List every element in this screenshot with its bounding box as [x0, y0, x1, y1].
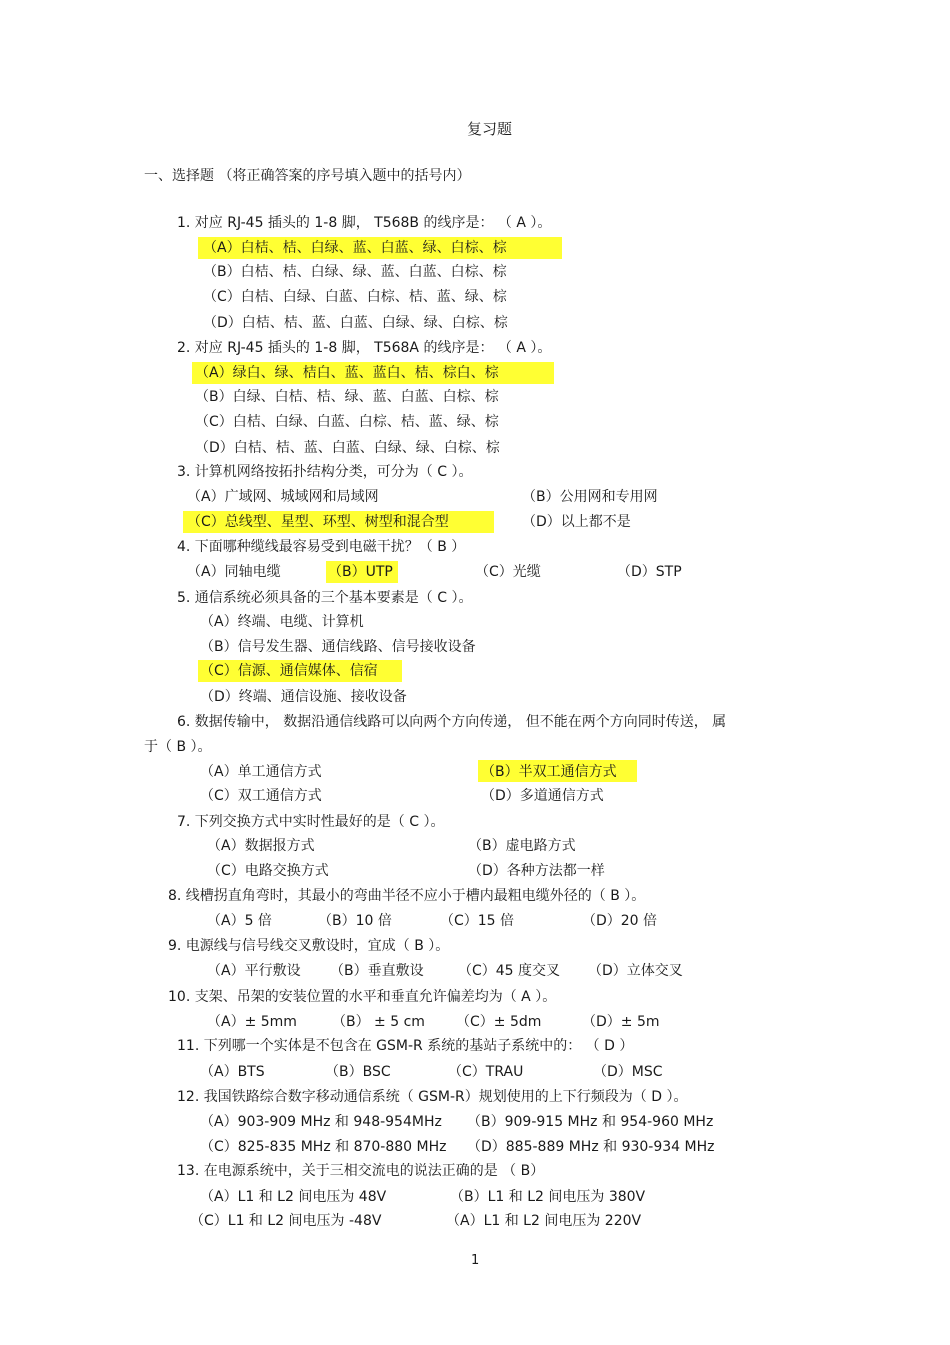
- question-13-option-a: （A）L1 和 L2 间电压为 48V: [200, 1189, 387, 1205]
- question-7-option-c: （C）电路交换方式: [207, 863, 329, 879]
- question-1-option-c: （C）白桔、白绿、白蓝、白棕、桔、蓝、绿、棕: [203, 289, 507, 305]
- question-12-option-d: （D）885-889 MHz 和 930-934 MHz: [467, 1139, 715, 1155]
- question-4-option-a: （A）同轴电缆: [187, 564, 281, 580]
- question-8-option-a: （A）5 倍: [207, 913, 272, 929]
- question-1-option-b: （B）白桔、桔、白绿、绿、蓝、白蓝、白棕、棕: [203, 264, 507, 280]
- question-13-option-c: （C）L1 和 L2 间电压为 -48V: [190, 1213, 382, 1229]
- question-11-stem: 11. 下列哪一个实体是不包含在 GSM-R 系统的基站子系统中的： （ D ）: [177, 1038, 634, 1054]
- question-5-option-d: （D）终端、通信设施、接收设备: [200, 689, 407, 705]
- question-3-option-c: （C）总线型、星型、环型、树型和混合型: [187, 514, 449, 530]
- question-6-option-d: （D）多道通信方式: [481, 788, 604, 804]
- question-2-option-d: （D）白桔、桔、蓝、白蓝、白绿、绿、白棕、棕: [195, 440, 500, 456]
- question-5-option-a: （A）终端、电缆、计算机: [200, 614, 364, 630]
- question-10-option-b: （B） ± 5 cm: [332, 1014, 425, 1030]
- question-10-option-a: （A）± 5mm: [207, 1014, 297, 1030]
- question-13-option-b: （B）L1 和 L2 间电压为 380V: [450, 1189, 646, 1205]
- question-2-option-a: （A）绿白、绿、桔白、蓝、蓝白、桔、棕白、棕: [195, 365, 499, 381]
- question-5-option-c: （C）信源、通信媒体、信宿: [200, 663, 378, 679]
- question-12-stem: 12. 我国铁路综合数字移动通信系统（ GSM-R）规划使用的上下行频段为（ D ）。: [177, 1089, 688, 1105]
- question-11-option-b: （B）BSC: [325, 1064, 391, 1080]
- question-2-stem: 2. 对应 RJ-45 插头的 1-8 脚， T568A 的线序是： （ A ）。: [177, 340, 552, 356]
- question-2-option-c: （C）白桔、白绿、白蓝、白棕、桔、蓝、绿、棕: [195, 414, 499, 430]
- question-8-stem: 8. 线槽拐直角弯时，其最小的弯曲半径不应小于槽内最粗电缆外径的（ B ）。: [168, 888, 646, 904]
- question-10-stem: 10. 支架、吊架的安装位置的水平和垂直允许偏差均为（ A ）。: [168, 989, 557, 1005]
- question-4-stem: 4. 下面哪种缆线最容易受到电磁干扰？（ B ）: [177, 539, 466, 555]
- question-1-option-a: （A）白桔、桔、白绿、蓝、白蓝、绿、白棕、棕: [203, 240, 507, 256]
- question-8-option-b: （B）10 倍: [318, 913, 392, 929]
- question-3-stem: 3. 计算机网络按拓扑结构分类，可分为（ C ）。: [177, 464, 473, 480]
- question-3-option-d: （D）以上都不是: [522, 514, 631, 530]
- question-11-option-c: （C）TRAU: [448, 1064, 524, 1080]
- question-2-option-b: （B）白绿、白桔、桔、绿、蓝、白蓝、白棕、棕: [195, 389, 499, 405]
- question-6-option-c: （C）双工通信方式: [200, 788, 322, 804]
- question-9-stem: 9. 电源线与信号线交叉敷设时，宜成（ B ）。: [168, 938, 450, 954]
- question-12-option-c: （C）825-835 MHz 和 870-880 MHz: [200, 1139, 447, 1155]
- question-13-stem: 13. 在电源系统中，关于三相交流电的说法正确的是 （ B）: [177, 1163, 545, 1179]
- question-7-option-a: （A）数据报方式: [207, 838, 315, 854]
- question-1-stem: 1. 对应 RJ-45 插头的 1-8 脚， T568B 的线序是： （ A ）。: [177, 215, 552, 231]
- question-9-option-a: （A）平行敷设: [207, 963, 301, 979]
- question-6-option-b: （B）半双工通信方式: [481, 764, 617, 780]
- page-number: 1: [471, 1253, 480, 1268]
- question-13-option-d: （A）L1 和 L2 间电压为 220V: [446, 1213, 642, 1229]
- question-1-option-d: （D）白桔、桔、蓝、白蓝、白绿、绿、白棕、棕: [203, 315, 508, 331]
- question-7-stem: 7. 下列交换方式中实时性最好的是（ C ）。: [177, 814, 445, 830]
- question-5-stem: 5. 通信系统必须具备的三个基本要素是（ C ）。: [177, 590, 473, 606]
- question-7-option-d: （D）各种方法都一样: [468, 863, 605, 879]
- question-5-option-b: （B）信号发生器、通信线路、信号接收设备: [200, 639, 476, 655]
- question-12-option-a: （A）903-909 MHz 和 948-954MHz: [200, 1114, 442, 1130]
- question-6-stem-line-2: 于（ B ）。: [144, 739, 212, 755]
- question-10-option-d: （D）± 5m: [582, 1014, 660, 1030]
- page-title: 复习题: [467, 120, 513, 138]
- section-heading: 一、选择题 （将正确答案的序号填入题中的括号内）: [144, 168, 471, 184]
- question-9-option-d: （D）立体交叉: [588, 963, 683, 979]
- question-11-option-a: （A）BTS: [200, 1064, 265, 1080]
- question-3-option-a: （A）广域网、城域网和局域网: [187, 489, 379, 505]
- question-9-option-b: （B）垂直敷设: [330, 963, 424, 979]
- question-12-option-b: （B）909-915 MHz 和 954-960 MHz: [467, 1114, 714, 1130]
- question-8-option-d: （D）20 倍: [582, 913, 658, 929]
- question-8-option-c: （C）15 倍: [440, 913, 515, 929]
- question-10-option-c: （C）± 5dm: [456, 1014, 542, 1030]
- question-6-stem-line-1: 6. 数据传输中， 数据沿通信线路可以向两个方向传递， 但不能在两个方向同时传送， 属: [177, 714, 727, 730]
- question-7-option-b: （B）虚电路方式: [468, 838, 576, 854]
- question-4-option-b: （B）UTP: [328, 564, 393, 580]
- question-3-option-b: （B）公用网和专用网: [522, 489, 658, 505]
- question-6-option-a: （A）单工通信方式: [200, 764, 322, 780]
- question-4-option-c: （C）光缆: [475, 564, 541, 580]
- question-11-option-d: （D）MSC: [593, 1064, 663, 1080]
- question-4-option-d: （D）STP: [617, 564, 682, 580]
- question-9-option-c: （C）45 度交叉: [458, 963, 561, 979]
